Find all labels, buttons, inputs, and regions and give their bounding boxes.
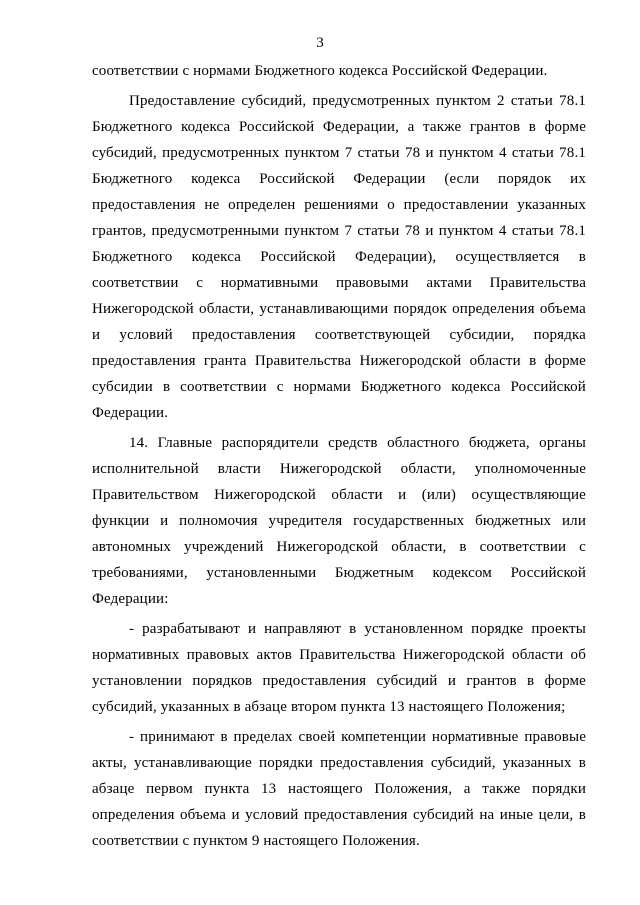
page-number: 3 — [316, 35, 324, 51]
paragraph-bullet-develop: - разрабатывают и направляют в установленном порядке проекты нормативных правовых актов Правительства Нижегородской области об установлении порядков предоставления субсидий и грантов в форме субсидий, указанных в абзаце втором пункта 13 настоящего Положения; — [92, 621, 586, 715]
document-body — [92, 58, 586, 854]
paragraph-item-14: 14. Главные распорядители средств областного бюджета, органы исполнительной власти Нижегородской области, уполномоченные Правительством Нижегородской области и (или) осуществляющие функции и полномочия учредителя государственных бюджетных или автономных учреждений Нижегородской области, в соответствии с требованиями, установленными Бюджетным кодексом Российской Федерации: — [92, 435, 586, 607]
paragraph-bullet-adopt: - принимают в пределах своей компетенции нормативные правовые акты, устанавливающие порядки предоставления субсидий, указанных в абзаце первом пункта 13 настоящего Положения, а также порядки определения объема и условий предоставления субсидий на иные цели, в соответствии с пунктом 9 настоящего Положения. — [92, 729, 586, 849]
paragraph-subsidies-78-1: Предоставление субсидий, предусмотренных пунктом 2 статьи 78.1 Бюджетного кодекса Российской Федерации, а также грантов в форме субсидий, предусмотренных пунктом 7 статьи 78 и пунктом 4 статьи 78.1 Бюджетного кодекса Российской Федерации (если порядок их предоставления не определен решениями о предоставлении указанных грантов, предусмотренными пунктом 7 статьи 78 и пунктом 4 статьи 78.1 Бюджетного кодекса Российской Федерации), осуществляется в соответствии с нормативными правовыми актами Правительства Нижегородской области, устанавливающими порядок определения объема и условий предоставления соответствующей субсидии, порядка предоставления гранта Правительства Нижегородской области в форме субсидии в соответствии с нормами Бюджетного кодекса Российской Федерации. — [92, 93, 586, 421]
paragraph-continuation: соответствии с нормами Бюджетного кодекса Российской Федерации. — [92, 63, 548, 79]
